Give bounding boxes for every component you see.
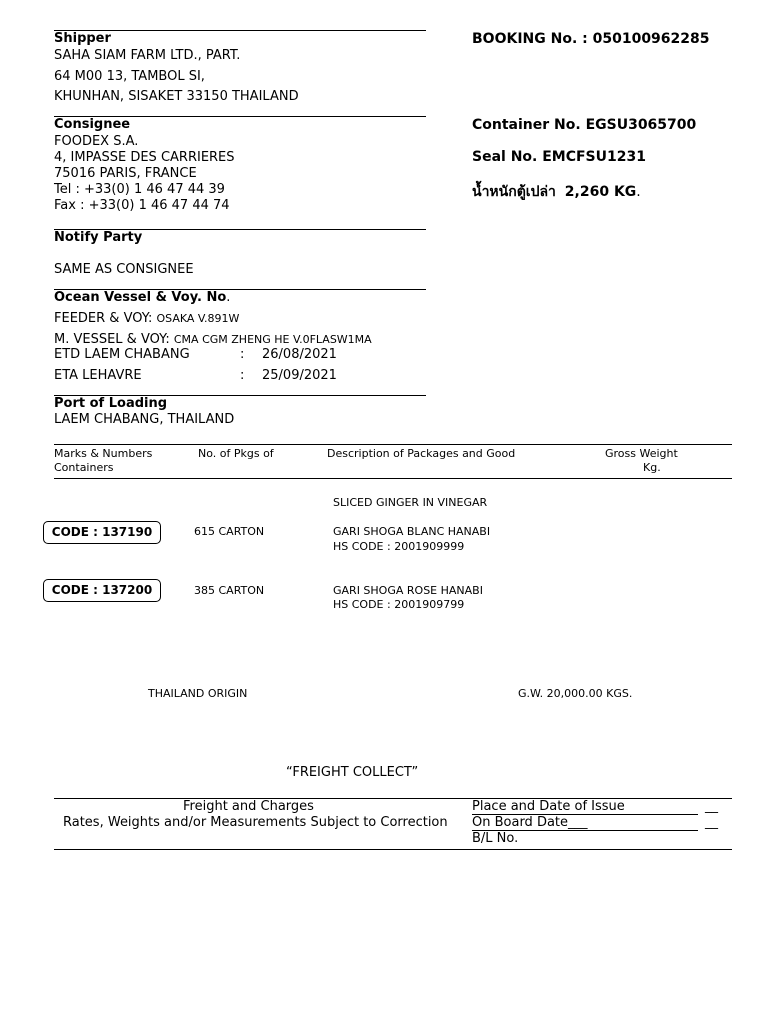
consignee-label: Consignee (54, 117, 131, 132)
eta-label: ETA LEHAVRE (54, 368, 142, 383)
table-header-bottom-rule (54, 478, 732, 479)
eta-colon: : (240, 368, 245, 383)
footer-bottom-rule (54, 849, 732, 850)
place-date-tail: __ (705, 799, 718, 814)
item-2-desc: GARI SHOGA ROSE HANABI (333, 584, 483, 597)
etd-label: ETD LAEM CHABANG (54, 347, 190, 362)
container-number: Container No. EGSU3065700 (472, 117, 697, 133)
place-date-issue: Place and Date of Issue (472, 799, 625, 814)
code-box-1: CODE : 137190 (43, 521, 161, 544)
tare-weight-value: 2,260 KG (564, 184, 637, 200)
etd-value: 26/08/2021 (262, 347, 337, 362)
consignee-line-3: 75016 PARIS, FRANCE (54, 166, 197, 181)
code-box-2: CODE : 137200 (43, 579, 161, 602)
goods-title: SLICED GINGER IN VINEGAR (333, 496, 488, 509)
notify-value: SAME AS CONSIGNEE (54, 262, 194, 277)
on-board-tail: __ (705, 815, 718, 830)
on-board-date: On Board Date___ (472, 815, 588, 830)
header-gross-weight: Gross Weight (605, 447, 678, 460)
seal-number: Seal No. EMCFSU1231 (472, 149, 646, 165)
mother-vessel-label: M. VESSEL & VOY: (54, 332, 174, 347)
vessel-label-dot: . (226, 290, 231, 305)
feeder-voy-value: OSAKA V.891W (156, 312, 240, 325)
notify-label: Notify Party (54, 230, 143, 245)
feeder-voy-label: FEEDER & VOY: (54, 311, 157, 326)
header-gross-weight-unit: Kg. (643, 461, 661, 474)
item-1-pkgs: 615 CARTON (194, 525, 265, 538)
vessel-label (54, 290, 230, 305)
tare-weight (472, 181, 641, 203)
item-1-hs: HS CODE : 2001909999 (333, 540, 465, 553)
shipper-line-1: SAHA SIAM FARM LTD., PART. (54, 48, 241, 63)
header-description: Description of Packages and Good (327, 447, 516, 460)
consignee-line-1: FOODEX S.A. (54, 134, 139, 149)
etd-colon: : (240, 347, 245, 362)
table-header-top-rule (54, 444, 732, 445)
booking-number: BOOKING No. : 050100962285 (472, 31, 710, 47)
header-marks-line-2: Containers (54, 461, 114, 474)
shipper-line-2: 64 M00 13, TAMBOL SI, (54, 69, 205, 84)
rates-subject-correction: Rates, Weights and/or Measurements Subject to Correction (63, 815, 448, 830)
header-pkgs: No. of Pkgs of (198, 447, 274, 460)
gross-weight-total: G.W. 20,000.00 KGS. (518, 687, 633, 700)
item-2-pkgs: 385 CARTON (194, 584, 265, 597)
tare-weight-label: น้ำหนักตู้เปล่า (472, 184, 556, 200)
item-2-hs: HS CODE : 2001909799 (333, 598, 465, 611)
freight-charges: Freight and Charges (183, 799, 314, 814)
consignee-tel: Tel : +33(0) 1 46 47 44 39 (54, 182, 225, 197)
item-1-desc: GARI SHOGA BLANC HANABI (333, 525, 491, 538)
shipper-label: Shipper (54, 31, 111, 46)
tare-weight-dot: . (636, 184, 641, 200)
mother-vessel-voy (54, 332, 372, 347)
freight-collect: “FREIGHT COLLECT” (286, 765, 419, 780)
vessel-label-text: Ocean Vessel & Voy. No (54, 290, 227, 305)
bl-number: B/L No. (472, 831, 519, 846)
footer-top-rule (54, 798, 732, 799)
shipper-line-3: KHUNHAN, SISAKET 33150 THAILAND (54, 89, 299, 104)
consignee-line-2: 4, IMPASSE DES CARRIERES (54, 150, 235, 165)
consignee-fax: Fax : +33(0) 1 46 47 44 74 (54, 198, 230, 213)
eta-value: 25/09/2021 (262, 368, 337, 383)
mother-vessel-value: CMA CGM ZHENG HE V.0FLASW1MA (173, 333, 372, 346)
feeder-voy (54, 311, 239, 326)
loading-value: LAEM CHABANG, THAILAND (54, 412, 235, 427)
header-marks-line-1: Marks & Numbers (54, 447, 153, 460)
origin: THAILAND ORIGIN (148, 687, 248, 700)
loading-label: Port of Loading (54, 396, 168, 411)
